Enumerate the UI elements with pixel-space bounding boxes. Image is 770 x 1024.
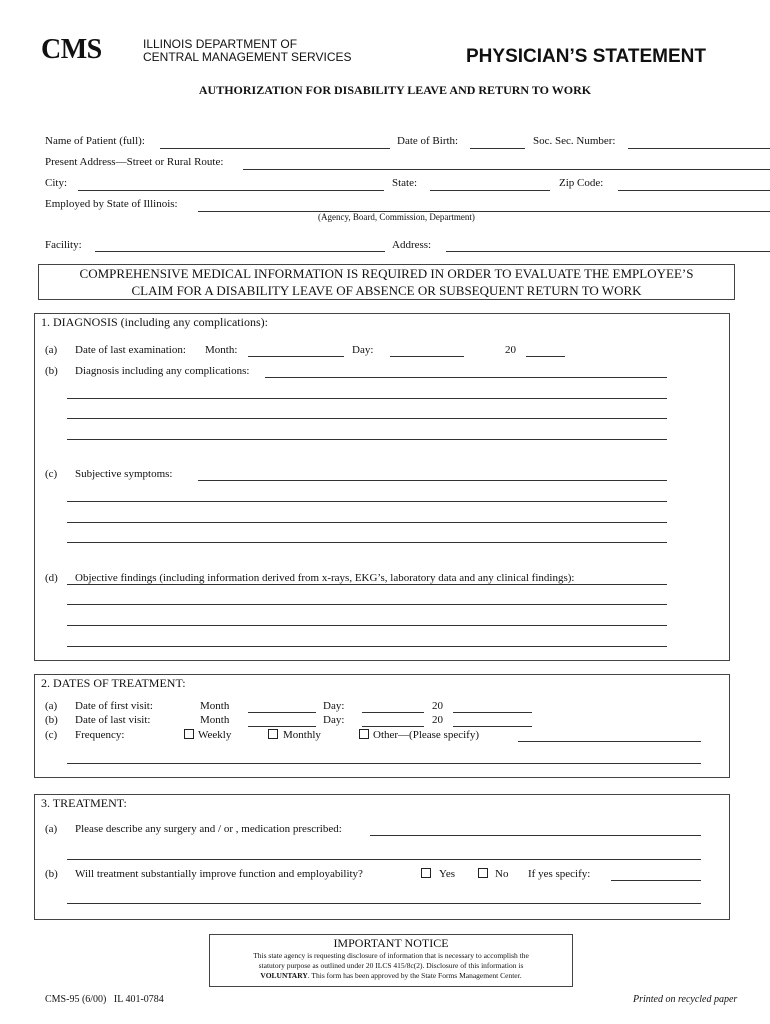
- surgery-medication-field-line[interactable]: [67, 859, 701, 860]
- subjective-symptoms-field[interactable]: [198, 480, 667, 481]
- ssn-label: Soc. Sec. Number:: [533, 135, 616, 147]
- item-letter: (d): [45, 572, 58, 584]
- item-letter: (c): [45, 729, 58, 741]
- last-visit-day-field[interactable]: [362, 726, 424, 727]
- no-checkbox[interactable]: [478, 868, 488, 878]
- dates-section-title: 2. DATES OF TREATMENT:: [41, 676, 186, 690]
- first-visit-month-label: Month: [200, 700, 230, 712]
- last-exam-day-label: Day:: [352, 344, 374, 356]
- present-address-field[interactable]: [243, 169, 770, 170]
- yes-label: Yes: [439, 868, 456, 880]
- employed-by-label: Employed by State of Illinois:: [45, 198, 178, 210]
- department-name-line2: CENTRAL MANAGEMENT SERVICES: [143, 50, 352, 64]
- treatment-section: [34, 794, 730, 920]
- first-visit-month-field[interactable]: [248, 712, 316, 713]
- date-of-birth-label: Date of Birth:: [397, 135, 459, 147]
- frequency-extra-line[interactable]: [67, 763, 701, 764]
- last-visit-month-field[interactable]: [248, 726, 316, 727]
- improve-function-field-line[interactable]: [67, 903, 701, 904]
- last-visit-year-field[interactable]: [453, 726, 532, 727]
- form-title: PHYSICIAN’S STATEMENT: [466, 46, 706, 67]
- last-exam-month-field[interactable]: [248, 356, 344, 357]
- diagnosis-field-line[interactable]: [67, 439, 667, 440]
- objective-findings-field[interactable]: [67, 584, 667, 585]
- other-specify-field[interactable]: [518, 741, 701, 742]
- objective-findings-label: Objective findings (including information derived from x-rays, EKG’s, laboratory data and any clinical findings):: [75, 572, 575, 584]
- subjective-symptoms-label: Subjective symptoms:: [75, 468, 173, 480]
- last-visit-month-label: Month: [200, 714, 230, 726]
- monthly-label: Monthly: [283, 729, 321, 741]
- zip-code-label: Zip Code:: [559, 177, 604, 189]
- if-yes-specify-field[interactable]: [611, 880, 701, 881]
- first-visit-year-field[interactable]: [453, 712, 532, 713]
- facility-address-field[interactable]: [446, 251, 770, 252]
- monthly-checkbox[interactable]: [268, 729, 278, 739]
- diagnosis-field[interactable]: [265, 377, 667, 378]
- zip-code-field[interactable]: [618, 190, 770, 191]
- frequency-label: Frequency:: [75, 729, 125, 741]
- date-of-birth-field[interactable]: [470, 148, 525, 149]
- last-visit-day-label: Day:: [323, 714, 345, 726]
- if-yes-specify-label: If yes specify:: [528, 868, 591, 880]
- present-address-label: Present Address—Street or Rural Route:: [45, 156, 224, 168]
- item-letter: (a): [45, 823, 58, 835]
- last-visit-year-prefix: 20: [432, 714, 443, 726]
- facility-address-label: Address:: [392, 239, 432, 251]
- employed-by-field[interactable]: [198, 211, 770, 212]
- requirement-banner-line1: COMPREHENSIVE MEDICAL INFORMATION IS REQUIRED IN ORDER TO EVALUATE THE EMPLOYEE’S: [79, 266, 694, 281]
- city-label: City:: [45, 177, 68, 189]
- last-visit-label: Date of last visit:: [75, 714, 151, 726]
- diagnosis-field-line[interactable]: [67, 398, 667, 399]
- requirement-banner-line2: CLAIM FOR A DISABILITY LEAVE OF ABSENCE OR SUBSEQUENT RETURN TO WORK: [131, 283, 642, 298]
- weekly-label: Weekly: [198, 729, 232, 741]
- last-exam-day-field[interactable]: [390, 356, 464, 357]
- improve-function-label: Will treatment substantially improve function and employability?: [75, 868, 363, 880]
- state-field[interactable]: [430, 190, 550, 191]
- form-subtitle: AUTHORIZATION FOR DISABILITY LEAVE AND RETURN TO WORK: [198, 83, 592, 97]
- no-label: No: [495, 868, 509, 880]
- item-letter: (b): [45, 868, 58, 880]
- treatment-section-title: 3. TREATMENT:: [41, 796, 127, 810]
- subjective-symptoms-field-line[interactable]: [67, 522, 667, 523]
- important-notice-line3-rest: . This form has been approved by the State Forms Management Center.: [307, 971, 522, 980]
- objective-findings-field-line[interactable]: [67, 625, 667, 626]
- facility-field[interactable]: [95, 251, 385, 252]
- weekly-checkbox[interactable]: [184, 729, 194, 739]
- subjective-symptoms-field-line[interactable]: [67, 542, 667, 543]
- first-visit-day-label: Day:: [323, 700, 345, 712]
- item-letter: (c): [45, 468, 58, 480]
- item-letter: (a): [45, 700, 58, 712]
- cms-logo: CMS: [41, 34, 102, 65]
- recycled-paper-note: Printed on recycled paper: [633, 994, 738, 1005]
- patient-name-field[interactable]: [160, 148, 390, 149]
- other-label: Other—(Please specify): [373, 729, 479, 741]
- objective-findings-field-line[interactable]: [67, 646, 667, 647]
- first-visit-day-field[interactable]: [362, 712, 424, 713]
- last-exam-year-prefix: 20: [505, 344, 516, 356]
- patient-name-label: Name of Patient (full):: [45, 135, 145, 147]
- item-letter: (a): [45, 344, 58, 356]
- yes-checkbox[interactable]: [421, 868, 431, 878]
- state-label: State:: [392, 177, 418, 189]
- employed-by-hint: (Agency, Board, Commission, Department): [318, 212, 475, 222]
- last-exam-label: Date of last examination:: [75, 344, 186, 356]
- surgery-medication-field[interactable]: [370, 835, 701, 836]
- department-name-line1: ILLINOIS DEPARTMENT OF: [143, 37, 298, 51]
- important-notice-line3: [209, 971, 573, 980]
- diagnosis-field-line[interactable]: [67, 418, 667, 419]
- item-letter: (b): [45, 365, 58, 377]
- ssn-field[interactable]: [628, 148, 770, 149]
- diagnosis-label: Diagnosis including any complications:: [75, 365, 250, 377]
- facility-label: Facility:: [45, 239, 82, 251]
- surgery-medication-label: Please describe any surgery and / or , medication prescribed:: [75, 823, 342, 835]
- subjective-symptoms-field-line[interactable]: [67, 501, 667, 502]
- first-visit-year-prefix: 20: [432, 700, 443, 712]
- important-notice-line1: This state agency is requesting disclosure of information that is necessary to accomplish the: [253, 951, 529, 960]
- last-exam-year-field[interactable]: [526, 356, 565, 357]
- item-letter: (b): [45, 714, 58, 726]
- city-field[interactable]: [78, 190, 384, 191]
- important-notice-title: IMPORTANT NOTICE: [333, 936, 449, 950]
- other-checkbox[interactable]: [359, 729, 369, 739]
- objective-findings-field-line[interactable]: [67, 604, 667, 605]
- diagnosis-section-title: 1. DIAGNOSIS (including any complications):: [41, 315, 268, 329]
- first-visit-label: Date of first visit:: [75, 700, 153, 712]
- last-exam-month-label: Month:: [205, 344, 238, 356]
- voluntary-text: VOLUNTARY: [260, 971, 308, 980]
- form-number: CMS-95 (6/00) IL 401-0784: [45, 994, 164, 1005]
- important-notice-line2: statutory purpose as outlined under 20 ILCS 415/8c(2). Disclosure of this information is: [258, 961, 524, 970]
